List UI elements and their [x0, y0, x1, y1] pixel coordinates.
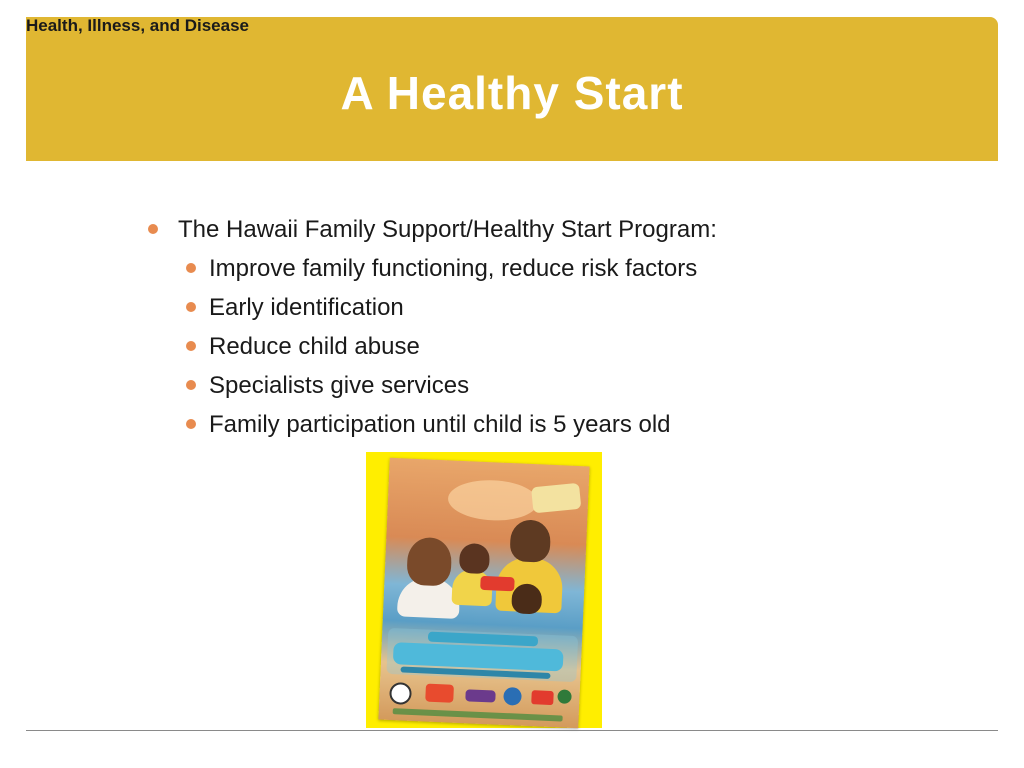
cover-title-logotype	[386, 628, 578, 682]
bullet-item	[148, 210, 717, 249]
course-label: Health, Illness, and Disease	[26, 16, 249, 35]
sub-bullet-item	[148, 366, 717, 405]
bullet-text: The Hawaii Family Support/Healthy Start Program:	[178, 216, 717, 243]
cover-photo	[378, 458, 589, 728]
bullet-dot-icon	[186, 341, 196, 351]
footer-divider	[26, 730, 998, 731]
sub-bullet-text: Improve family functioning, reduce risk factors	[209, 255, 698, 282]
cover-mother-head	[406, 537, 452, 587]
cover-badge	[531, 483, 581, 513]
sub-bullet-text: Family participation until child is 5 years old	[209, 411, 671, 438]
sub-bullet-item	[148, 288, 717, 327]
bullet-list	[148, 210, 717, 444]
bullet-dot-icon	[186, 263, 196, 273]
sub-bullet-text: Early identification	[209, 294, 404, 321]
cover-father-head	[509, 519, 551, 563]
slide-title: A Healthy Start	[340, 67, 684, 119]
sponsor-logo-icon	[503, 687, 522, 706]
sub-bullet-text: Reduce child abuse	[209, 333, 420, 360]
sub-bullet-item	[148, 405, 717, 444]
bullet-dot-icon	[186, 380, 196, 390]
cover-girl-head	[459, 543, 490, 574]
sponsor-logo-icon	[425, 684, 454, 703]
sub-bullet-item	[148, 327, 717, 366]
sponsor-logo-icon	[531, 690, 554, 705]
cover-sky-glow	[447, 478, 539, 522]
cover-boy-head	[511, 583, 542, 614]
seal-icon	[389, 682, 412, 705]
sub-bullet-item	[148, 249, 717, 288]
parent-guide-cover-image	[366, 452, 602, 728]
bullet-dot-icon	[186, 419, 196, 429]
sub-bullet-text: Specialists give services	[209, 372, 470, 399]
bullet-dot-icon	[186, 302, 196, 312]
bullet-dot-icon	[148, 224, 158, 234]
sponsor-logo-icon	[465, 689, 495, 702]
cover-bucket	[480, 576, 515, 591]
sponsor-logo-icon	[557, 689, 572, 704]
